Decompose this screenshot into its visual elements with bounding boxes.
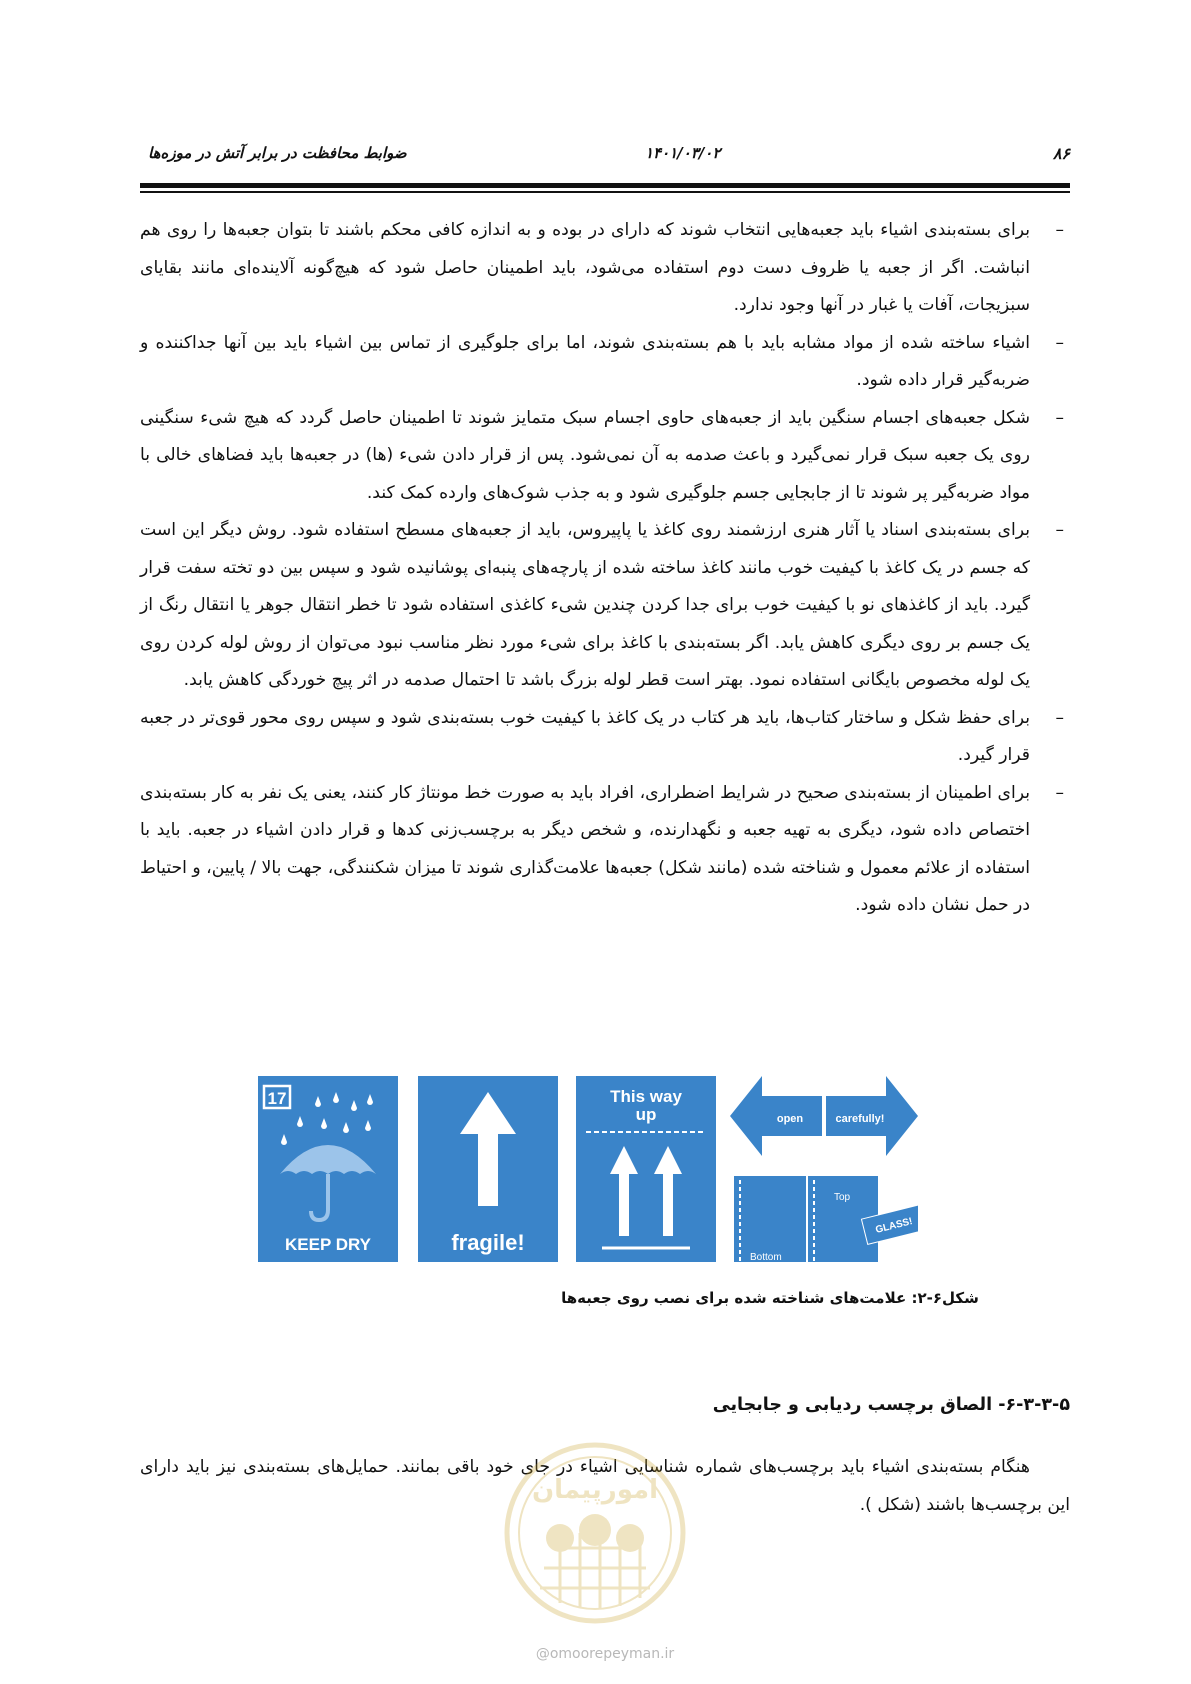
box-label: Top — [834, 1192, 851, 1203]
list-item-text: برای بسته‌بندی اشیاء باید جعبه‌هایی انتخاب شوند که دارای در بوده و به اندازه کافی محکم باشند تا بتوان جعبه‌ها را روی هم انباشت. اگر از جعبه یا ظروف دست دوم استفاده می‌شود، باید اطمینان حاصل شود که هیچ‌گونه آلاینده‌ای مانند بقایای سبزیجات، آفات یا غبار در آنها وجود ندارد. — [140, 220, 1030, 315]
raindrops-icon — [281, 1092, 373, 1145]
up-arrow-icon — [460, 1092, 516, 1206]
footer-watermark-url: @omoorepeyman.ir — [535, 1646, 675, 1662]
box-label: Bottom — [750, 1252, 782, 1262]
bullet-dash: – — [1055, 407, 1064, 428]
arrow-label: carefully! — [835, 1113, 885, 1125]
watermark-text: امورپیمان — [531, 1475, 659, 1505]
sign-label: fragile! — [451, 1230, 525, 1255]
fragile-sign — [418, 1076, 558, 1262]
gear-icon — [616, 1524, 644, 1552]
bullet-dash: – — [1055, 332, 1064, 353]
list-item-text: برای حفظ شکل و ساختار کتاب‌ها، باید هر کتاب در یک کاغذ با کیفیت خوب بسته‌بندی شود و سپس روی محور قوی‌تر در جعبه قرار گیرد. — [140, 707, 1030, 765]
bullet-list — [140, 212, 1070, 925]
page-header — [140, 138, 1070, 168]
header-rule-thick — [140, 183, 1070, 188]
keep-dry-sign — [258, 1076, 398, 1262]
bullet-dash: – — [1055, 220, 1064, 240]
bullet-dash: – — [1055, 520, 1064, 540]
section-paragraph: هنگام بسته‌بندی اشیاء باید برچسب‌های شماره شناسایی اشیاء در جای خود باقی بمانند. حمایل‌های بسته‌بندی نیز باید دارای این برچسب‌ها باشند (شکل ). — [140, 1457, 1070, 1515]
arrow-label: open — [776, 1113, 804, 1125]
section-heading: ۶-۳-۳-۵- الصاق برچسب ردیابی و جابجایی — [712, 1395, 1070, 1415]
umbrella-icon — [280, 1145, 376, 1220]
box-side-left — [734, 1176, 806, 1262]
header-date: ۱۴۰۱/۰۳/۰۲ — [645, 144, 721, 162]
two-up-arrows-icon — [610, 1146, 682, 1236]
list-item-text: اشیاء ساخته شده از مواد مشابه باید با هم بسته‌بندی شوند، اما برای جلوگیری از تماس بین اشیاء باید بین آنها جداکننده و ضربه‌گیر قرار داده شود. — [140, 332, 1030, 390]
handling-signs-figure — [258, 1076, 918, 1262]
list-item-text: شکل جعبه‌های اجسام سنگین باید از جعبه‌های حاوی اجسام سبک متمایز شوند تا اطمینان حاصل گردد که هیچ شیء سنگینی روی یک جعبه سبک قرار نمی‌گیرد و باعث صدمه به آن نمی‌شود. پس از قرار دادن شیء (ها) در جعبه‌ها باید فضاهای خالی با مواد ضربه‌گیر پر شوند تا از جابجایی جسم جلوگیری شود و به جذب شوک‌های وارده کمک کند. — [140, 407, 1030, 503]
list-item — [140, 775, 1070, 925]
running-title: ضوابط محافظت در برابر آتش در موزه‌ها — [148, 144, 407, 162]
box-orientation-signs — [730, 1076, 918, 1262]
this-way-up-sign — [576, 1076, 716, 1262]
people-icon — [579, 1514, 611, 1546]
list-item-text: برای بسته‌بندی اسناد یا آثار هنری ارزشمند روی کاغذ یا پاپیروس، باید از جعبه‌های مسطح استفاده شود. روش دیگر این است که جسم در یک کاغذ با کیفیت خوب مانند کاغذ ساخته شده از پارچه‌های پنبه‌ای پوشانیده شود و سپس بین دو تخته سفت قرار گیرد. باید از کاغذهای نو با کیفیت خوب برای جدا کردن چندین شیء کاغذی استفاده شود تا خطر انتقال جوهر یا انتقال رنگ از یک جسم بر روی دیگری کاهش یابد. اگر بسته‌بندی با کاغذ برای شیء مورد نظر مناسب نبود می‌توان از روش لوله کردن روی یک لوله مخصوص بایگانی استفاده نمود. بهتر است قطر لوله بزرگ باشد تا احتمال صدمه در اثر پیچ خوردگی کاهش یابد. — [140, 520, 1030, 690]
bullet-dash: – — [1055, 707, 1064, 728]
svg-text:GLASS!: GLASS! — [874, 1216, 914, 1236]
bullet-dash: – — [1055, 782, 1064, 803]
sign-label-line2: up — [635, 1105, 657, 1124]
sign-label-line1: This way — [610, 1087, 682, 1106]
figure-caption: شکل۶-۲: علامت‌های شناخته شده برای نصب روی جعبه‌ها — [561, 1289, 979, 1307]
list-item — [140, 700, 1070, 775]
list-item — [140, 400, 1070, 513]
list-item — [140, 212, 1070, 325]
watermark-logo — [500, 1438, 690, 1628]
sign-number: 17 — [267, 1089, 287, 1108]
scale-icon — [546, 1524, 574, 1552]
list-item — [140, 512, 1070, 700]
sign-label: KEEP DRY — [285, 1235, 371, 1254]
header-rule-thin — [140, 191, 1070, 193]
list-item-text: برای اطمینان از بسته‌بندی صحیح در شرایط اضطراری، افراد باید به صورت خط مونتاژ کار کنند، یعنی یک نفر به کار بسته‌بندی اختصاص داده شود، دیگری به تهیه جعبه و نگهدارنده، و شخص دیگر به برچسب‌زنی کدها و قرار دادن اشیاء در جعبه. باید با استفاده از علائم معمول و شناخته شده (مانند شکل) جعبه‌ها علامت‌گذاری شوند تا میزان شکنندگی، جهت بالا / پایین، و احتیاط در حمل نشان داده شود. — [140, 782, 1030, 915]
page-number: ۸۶ — [1052, 144, 1070, 163]
list-item — [140, 325, 1070, 400]
